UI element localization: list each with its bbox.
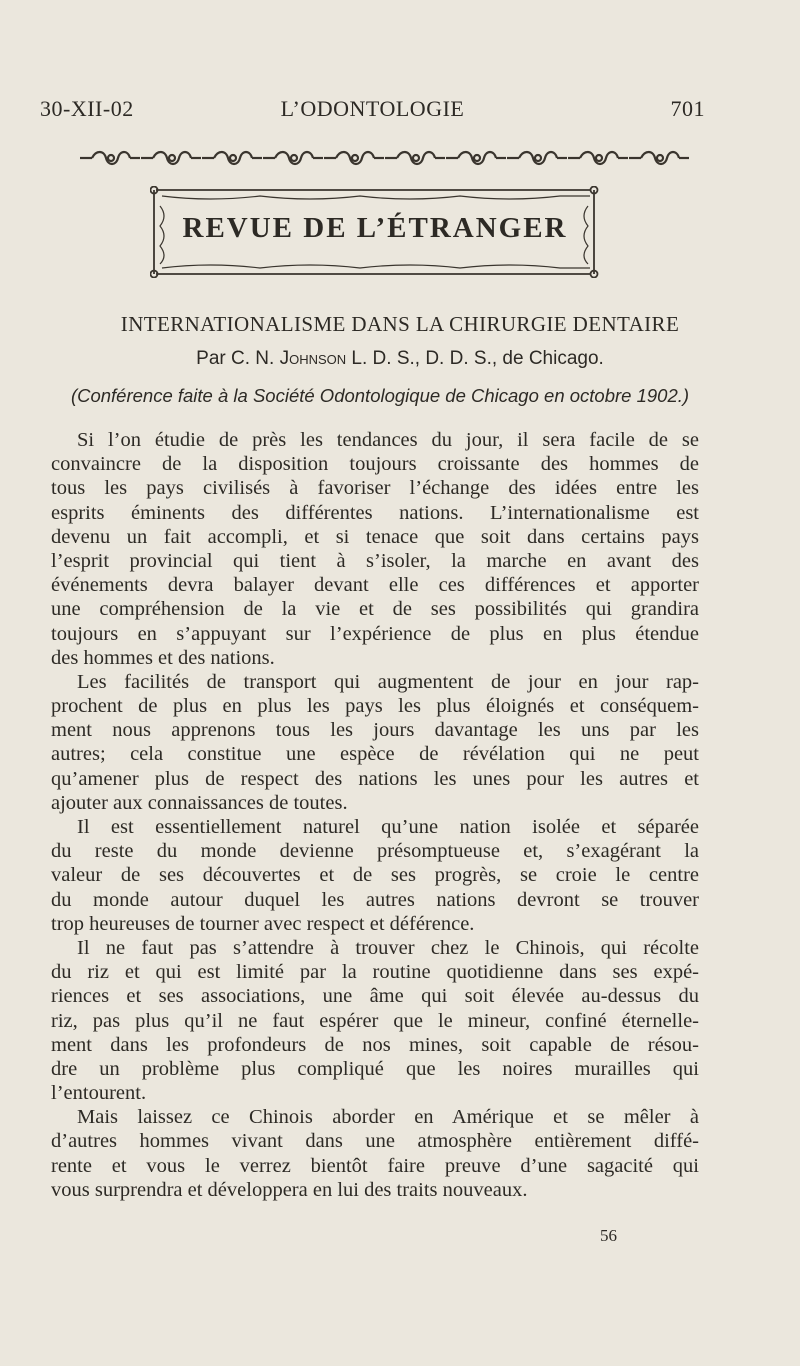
- text-line: riences et ses associations, une âme qui soit élevée au-dessus du: [51, 985, 699, 1008]
- signature-mark: 56: [600, 1226, 617, 1245]
- text-line: du riz et qui est limité par la routine quotidienne dans ses expé-: [51, 961, 699, 984]
- running-header: [40, 96, 705, 128]
- section-title: REVUE DE L’ÉTRANGER: [182, 212, 568, 244]
- text-line: Il est essentiellement naturel qu’une nation isolée et séparée: [77, 816, 699, 838]
- text-line: du monde autour duquel les autres nations devront se trouver: [51, 888, 699, 911]
- article-body: [51, 428, 699, 1202]
- text-line: qu’amener plus de respect des nations les unes pour les autres et: [51, 767, 699, 790]
- text-line: valeur de ses découvertes et de ses progrès, se croie le centre: [51, 864, 699, 887]
- article-title: INTERNATIONALISME DANS LA CHIRURGIE DENTAIRE: [120, 312, 680, 336]
- text-line: prochent de plus en plus les pays les plus éloignés et conséquem-: [51, 695, 699, 718]
- text-line: ajouter aux connaissances de toutes.: [51, 791, 348, 814]
- byline-suffix: L. D. S., D. D. S., de Chicago.: [351, 348, 604, 369]
- text-line: rente et vous le verrez bientôt faire preuve d’une sagacité qui: [51, 1154, 699, 1177]
- text-line: Si l’on étudie de près les tendances du jour, il sera facile de se: [77, 429, 699, 451]
- text-line: événements devra balayer devant elle ces différences et apporter: [51, 574, 699, 597]
- text-line: ment nous apprenons tous les jours davantage les uns par les: [51, 719, 699, 742]
- text-line: vous surprendra et développera en lui des traits nouveaux.: [51, 1178, 528, 1201]
- lecture-note: (Conférence faite à la Société Odontologique de Chicago en octobre 1902.): [70, 385, 690, 406]
- text-line: toujours en s’appuyant sur l’expérience de plus en plus étendue: [51, 622, 699, 645]
- byline: [0, 348, 800, 370]
- section-title-frame: [150, 186, 600, 278]
- text-line: du reste du monde devienne présomptueuse et, s’exagérant la: [51, 840, 699, 863]
- text-line: l’esprit provincial qui tient à s’isoler, la marche en avant des: [51, 549, 699, 572]
- issue-date: 30-XII-02: [40, 96, 134, 121]
- text-line: une compréhension de la vie et de ses possibilités qui grandira: [51, 598, 699, 621]
- text-line: devenu un fait accompli, et si tenace que soit dans certains pays: [51, 525, 699, 548]
- page-number: 701: [670, 96, 705, 121]
- text-line: Il ne faut pas s’attendre à trouver chez le Chinois, qui récolte: [77, 936, 699, 959]
- byline-prefix: Par C. N.: [196, 348, 275, 369]
- text-line: Les facilités de transport qui augmentent de jour en jour rap-: [77, 670, 699, 693]
- paragraph: [51, 670, 699, 815]
- text-line: trop heureuses de tourner avec respect et déférence.: [51, 912, 475, 935]
- ornament-band: [78, 146, 690, 170]
- paragraph: [51, 1105, 699, 1202]
- text-line: autres; cela constitue une espèce de révélation qui ne peut: [51, 743, 699, 766]
- text-line: ment dans les profondeurs de nos mines, soit capable de résou-: [51, 1033, 699, 1056]
- paragraph: [51, 815, 699, 936]
- text-line: riz, pas plus qu’il ne faut espérer que le mineur, confiné éternelle-: [51, 1009, 699, 1032]
- text-line: tous les pays civilisés à favoriser l’échange des idées entre les: [51, 477, 699, 500]
- text-line: esprits éminents des différentes nations. L’internationalisme est: [51, 501, 699, 524]
- text-line: Mais laissez ce Chinois aborder en Amérique et se mêler à: [77, 1106, 699, 1129]
- paragraph: [51, 936, 699, 1105]
- text-line: des hommes et des nations.: [51, 646, 275, 669]
- text-line: d’autres hommes vivant dans une atmosphère entièrement diffé-: [51, 1130, 699, 1153]
- text-line: dre un problème plus compliqué que les noires murailles qui: [51, 1057, 699, 1080]
- paragraph: [51, 428, 699, 670]
- text-line: l’entourent.: [51, 1082, 147, 1105]
- author-name: Johnson: [279, 348, 347, 369]
- text-line: convaincre de la disposition toujours croissante des hommes de: [51, 453, 699, 476]
- journal-title: L’ODONTOLOGIE: [280, 96, 465, 121]
